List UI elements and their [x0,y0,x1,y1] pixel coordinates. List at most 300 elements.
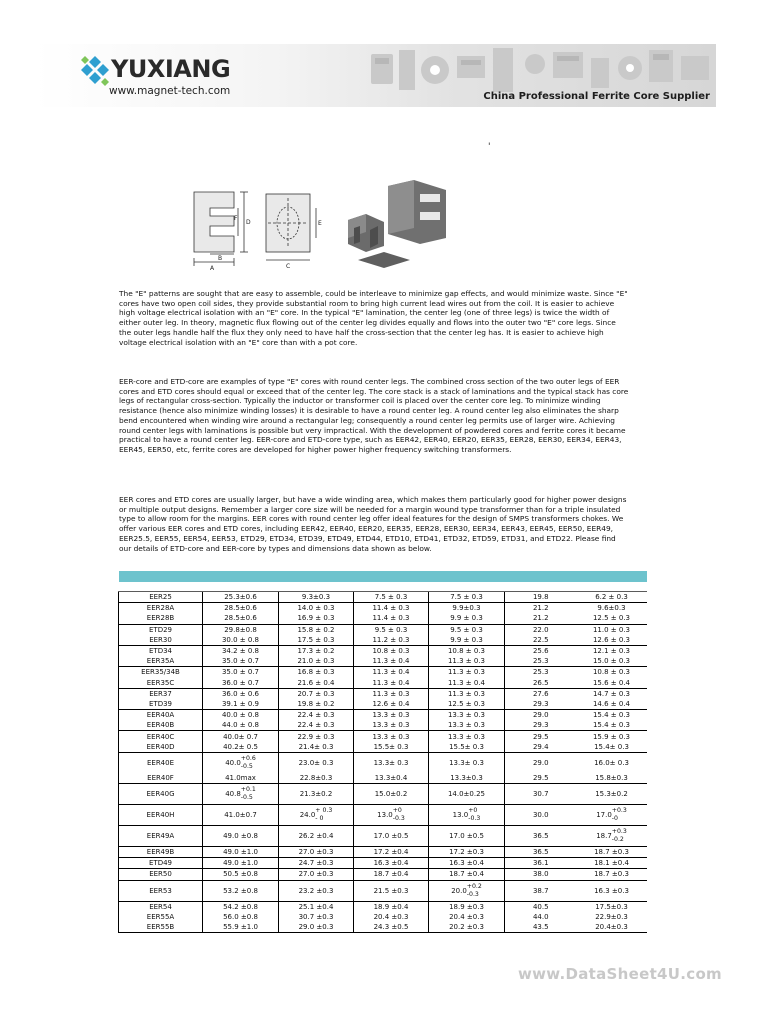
dimension-cell [354,805,429,826]
dimension-cell [279,826,354,847]
cell-value: 30.7 [532,790,549,798]
dim-f-label: F [234,215,238,222]
table-row [119,635,647,646]
dimension-cell [279,699,354,710]
table-row [119,688,647,699]
dimension-cell [505,667,577,678]
cell-value: 20.7 ± 0.3 [297,689,335,698]
cell-value: 29.0 ±0.3 [298,923,334,932]
dimension-cell [505,635,577,646]
cell-value: 17.2 ±0.4 [373,848,409,857]
table-row [119,603,647,614]
table-row [119,624,647,635]
cell-value: EER40F [147,773,174,782]
dimension-cell [203,656,279,667]
dimension-cell [505,645,577,656]
cell-value: EER55A [146,912,175,921]
cell-value: 7.5 ± 0.3 [374,593,408,602]
dimension-cell [279,731,354,742]
cell-value: EER40E [146,758,175,767]
cell-value: 19.8 ± 0.2 [297,699,335,708]
cell-value: 24.0 [299,811,316,819]
cell-value: 21.2 [532,604,549,613]
cell-value: EER40D [146,742,175,751]
cell-value: 15.5± 0.3 [373,742,409,751]
dimension-cell [203,613,279,624]
dimension-cell [203,710,279,721]
dimension-cell [505,912,577,922]
dimension-cell [203,699,279,710]
dimension-cell [279,805,354,826]
dimension-cell [429,592,505,603]
cell-value: 40.0 ± 0.8 [221,711,260,720]
cell-value: 36.0 ± 0.6 [221,689,260,698]
cell-value: 16.3 ±0.4 [373,859,409,868]
cell-value: 25.3±0.6 [224,593,257,602]
cell-value: EER40C [146,732,175,741]
core-type-cell [119,784,203,805]
table-row [119,858,647,869]
cell-value: 21.5 ±0.3 [373,886,409,895]
cell-value: 27.6 [532,689,549,698]
cell-value: 9.9 ± 0.3 [450,635,483,644]
dimension-cell [354,773,429,784]
cell-value: EER40G [146,790,175,798]
cell-value: 11.0 ± 0.3 [592,625,631,634]
dimension-cell [429,752,505,773]
cell-value: 13.3 ± 0.3 [372,721,410,730]
dimension-cell [203,805,279,826]
table-header-band [119,571,647,582]
dimension-cell [429,635,505,646]
cell-value: 15.0±0.2 [374,790,408,798]
cell-value: 13.3± 0.3 [373,758,409,767]
cell-value: 16.3 ±0.3 [594,886,629,895]
table-header-spacer [119,582,647,592]
dimension-cell [429,847,505,858]
dimension-cell [577,912,647,922]
dimension-cell [505,901,577,912]
table-row [119,667,647,678]
dimension-cell [203,826,279,847]
dimension-cell [354,624,429,635]
dimension-cell [577,858,647,869]
dimension-cell [577,752,647,773]
table-row [119,678,647,689]
core-type-cell [119,731,203,742]
table-row [119,742,647,753]
cell-value: 9.9±0.3 [452,604,481,613]
cell-value: 13.3 ± 0.3 [372,732,410,741]
cell-value: 23.2 ±0.3 [298,886,334,895]
dimension-cell [354,592,429,603]
cell-value: 29.5 [532,732,549,741]
core-type-cell [119,922,203,933]
cell-value: 17.5 ± 0.3 [297,635,335,644]
cell-value: EER37 [149,689,172,698]
dimension-cell [577,688,647,699]
dim-b-label: B [218,255,223,262]
dimension-cell [577,773,647,784]
cell-value: 38.7 [532,886,549,895]
table-row [119,912,647,922]
cell-value: 49.0 ±0.8 [223,832,258,840]
cell-value: EER35A [146,657,175,666]
dimension-cell [429,805,505,826]
cell-value: 35.0 ± 0.7 [221,657,260,666]
dimension-cell [429,880,505,901]
cell-value: EER54 [149,902,172,911]
cell-value: EER40H [146,811,175,819]
cell-value: 11.4 ± 0.3 [372,614,410,623]
cell-value: 11.3 ± 0.4 [372,678,410,687]
dimension-cell [429,603,505,614]
dimension-cell [203,784,279,805]
dimension-cell [505,858,577,869]
dimension-cell [354,880,429,901]
dimension-cell [203,592,279,603]
dimension-cell [577,592,647,603]
dimension-cell [354,922,429,933]
dimension-cell [577,826,647,847]
cell-value: 13.3 ± 0.3 [372,711,410,720]
cell-value: 56.0 ±0.8 [223,912,258,921]
dimension-cell [203,869,279,880]
cell-value: 30.7 ±0.3 [298,912,334,921]
dimension-cell [354,699,429,710]
core-type-cell [119,773,203,784]
cell-value: 30.0 [532,811,549,819]
cell-value: 40.0 [225,758,241,767]
dimension-cell [505,773,577,784]
core-type-cell [119,624,203,635]
dimension-cell [279,678,354,689]
tolerance-upper: +0.3 [611,828,627,835]
dimension-cell [505,603,577,614]
cell-value: 20.4 ±0.3 [373,912,409,921]
tolerance-upper: +0 [468,807,478,814]
dimension-cell [505,720,577,731]
cell-value: 25.6 [532,647,549,656]
cell-value: 26.5 [532,678,549,687]
tolerance [393,807,405,823]
tolerance-lower: -0 [611,815,618,822]
dimension-cell [354,613,429,624]
cell-value: 22.4 ± 0.3 [297,721,335,730]
dimension-cell [505,699,577,710]
tolerance [468,807,480,823]
cell-value: 11.3 ± 0.3 [447,657,486,666]
dimension-cell [203,752,279,773]
cell-value: 21.2 [532,614,549,623]
dimension-cell [429,645,505,656]
dimension-cell [505,656,577,667]
tolerance [241,786,256,802]
dimension-cell [577,603,647,614]
cell-value: 36.5 [532,832,549,840]
tolerance-lower: -0.5 [240,794,253,801]
tolerance-lower: -0.5 [240,762,253,770]
cell-value: 17.5±0.3 [595,902,628,911]
cell-value: 54.2 ±0.8 [223,902,258,911]
dimension-cell [354,645,429,656]
cell-value: 21.4± 0.3 [298,742,334,751]
cell-value: 40.5 [532,902,549,911]
cell-value: 9.5 ± 0.3 [374,625,408,634]
cell-value: 15.6 ± 0.4 [592,678,631,687]
cell-value: 9.3±0.3 [301,593,331,602]
cell-value: 35.0 ± 0.7 [221,668,260,677]
tolerance-lower: -0.3 [468,815,481,822]
stray-mark: ' [488,142,491,152]
dimensions-table [118,571,647,933]
dim-c-label: C [286,263,291,270]
dimension-cell [354,912,429,922]
dimension-cell [203,773,279,784]
dimension-cell [577,624,647,635]
cell-value: 25.3 [532,668,549,677]
cell-value: 21.3±0.2 [299,790,333,798]
table-row [119,613,647,624]
dimension-cell [354,678,429,689]
table-row [119,656,647,667]
cell-value: 13.3 ± 0.3 [447,721,486,730]
dimension-cell [279,742,354,753]
tolerance-upper: + 0.3 [315,807,333,814]
dimension-cell [577,805,647,826]
cell-value: 10.8 ± 0.3 [372,647,410,656]
table-row [119,901,647,912]
dimension-cell [354,752,429,773]
cell-value: 22.9±0.3 [595,912,628,921]
cell-value: 12.5 ± 0.3 [592,614,631,623]
cell-value: 15.5± 0.3 [449,742,484,751]
cell-value: 29.8±0.8 [224,625,257,634]
cell-value: 15.4 ± 0.3 [592,711,631,720]
dimension-cell [429,699,505,710]
dimension-cell [577,645,647,656]
dimension-cell [577,720,647,731]
cell-value: 12.6 ± 0.3 [592,635,631,644]
dimension-cell [429,678,505,689]
dimension-cell [577,742,647,753]
dimension-cell [577,699,647,710]
dimension-cell [354,710,429,721]
dimension-cell [279,710,354,721]
core-type-cell [119,710,203,721]
cell-value: 17.2 ±0.3 [449,848,484,857]
cell-value: EER49B [146,848,175,857]
cell-value: 17.0 ±0.5 [373,832,409,840]
dimension-cell [279,645,354,656]
cell-value: 9.5 ± 0.3 [450,625,483,634]
cell-value: 21.6 ± 0.4 [297,678,335,687]
tolerance-lower: -0.3 [466,890,479,898]
cell-value: 36.5 [532,848,549,857]
dimension-cell [279,603,354,614]
dimension-cell [577,613,647,624]
table-row [119,710,647,721]
cell-value: 11.3 ± 0.4 [372,668,410,677]
dimension-cell [354,742,429,753]
tagline: China Professional Ferrite Core Supplier [483,91,710,102]
dimension-cell [279,752,354,773]
cell-value: 29.5 [532,773,549,782]
dimension-cell [354,731,429,742]
dimension-cell [577,784,647,805]
table-row [119,731,647,742]
dimension-cell [203,731,279,742]
cell-value: EER30 [149,635,172,644]
dimension-cell [577,869,647,880]
cell-value: 15.8±0.3 [595,773,628,782]
dimension-cell [429,710,505,721]
cell-value: EER53 [149,886,172,895]
cell-value: 15.4 ± 0.3 [592,721,631,730]
dimension-cell [203,678,279,689]
cell-value: 40.0± 0.7 [223,732,258,741]
cell-value: 27.0 ±0.3 [298,848,334,857]
cell-value: 18.7 ±0.4 [449,870,484,879]
table-row [119,720,647,731]
brand-name: YUXIANG [111,55,231,83]
dimension-cell [505,624,577,635]
cell-value: 19.8 [532,593,549,602]
cell-value: 49.0 ±1.0 [223,848,258,857]
dimension-cell [279,912,354,922]
yuxiang-logo-icon [77,54,113,88]
cell-value: 14.7 ± 0.3 [592,689,631,698]
cell-value: 44.0 [532,912,549,921]
table-row [119,847,647,858]
core-type-cell [119,635,203,646]
dimension-cell [429,720,505,731]
dimension-cell [354,826,429,847]
cell-value: 20.4±0.3 [595,923,628,932]
dimension-cell [505,826,577,847]
cell-value: 17.0 [596,811,612,819]
cell-value: 23.0± 0.3 [298,758,334,767]
cell-value: 29.0 [532,711,549,720]
cell-value: 27.0 ±0.3 [298,870,334,879]
dimension-cell [279,858,354,869]
tolerance-lower: -0.3 [392,815,405,822]
dimension-cell [354,720,429,731]
cell-value: 20.4 ±0.3 [449,912,484,921]
dimension-cell [279,667,354,678]
cell-value: 22.9 ± 0.3 [297,732,335,741]
dimension-cell [429,688,505,699]
dimension-cell [577,667,647,678]
table-row [119,805,647,826]
dimension-cell [354,635,429,646]
website-link[interactable]: www.magnet-tech.com [109,85,231,97]
dimension-cell [577,922,647,933]
core-type-cell [119,912,203,922]
cell-value: 53.2 ±0.8 [223,886,258,895]
cell-value: 21.0 ± 0.3 [297,657,335,666]
dimension-cell [577,901,647,912]
cell-value: EER28B [146,614,175,623]
core-type-cell [119,699,203,710]
dimension-cell [577,847,647,858]
dimension-cell [505,880,577,901]
cell-value: 41.0max [225,773,256,782]
dimension-cell [429,922,505,933]
dimension-cell [505,592,577,603]
table-row [119,592,647,603]
cell-value: ETD39 [149,699,172,708]
cell-value: 9.9 ± 0.3 [450,614,483,623]
core-type-cell [119,688,203,699]
dimension-cell [505,784,577,805]
cell-value: 24.3 ±0.5 [373,923,409,932]
dimension-cell [203,901,279,912]
table-row [119,784,647,805]
dimension-cell [577,635,647,646]
cell-value: 13.3 ± 0.3 [447,711,486,720]
cell-value: 15.3±0.2 [595,790,628,798]
dimension-cell [429,858,505,869]
dimension-cell [429,912,505,922]
cell-value: 10.8 ± 0.3 [592,668,631,677]
cell-value: 11.3 ± 0.4 [447,678,486,687]
dimension-cell [279,880,354,901]
dimension-cell [203,858,279,869]
dimension-cell [429,869,505,880]
core-type-cell [119,667,203,678]
dimension-cell [203,688,279,699]
dimension-cell [354,603,429,614]
cell-value: 9.6±0.3 [597,604,626,613]
cell-value: 50.5 ±0.8 [223,870,258,879]
dimension-cell [279,869,354,880]
cell-value: EER25 [149,593,172,602]
core-type-cell [119,805,203,826]
cell-value: ETD49 [149,859,172,868]
tolerance-lower: - 0 [315,815,324,822]
dimension-cell [577,710,647,721]
cell-value: 28.5±0.6 [224,604,257,613]
cell-value: 11.2 ± 0.3 [372,635,410,644]
tolerance-upper: +0.6 [240,754,256,762]
core-type-cell [119,720,203,731]
cell-value: 18.7 ±0.3 [594,848,629,857]
cell-value: 11.3 ± 0.3 [372,689,410,698]
cell-value: 13.3 ± 0.3 [447,732,486,741]
tolerance-upper: +0.1 [240,786,256,793]
dimension-cell [203,742,279,753]
core-type-cell [119,858,203,869]
dimension-cell [203,880,279,901]
cell-value: 18.7 [596,832,612,840]
watermark-bottom: www.DataSheet4U.com [517,965,722,983]
cell-value: 34.2 ± 0.8 [221,647,260,656]
dimension-cell [577,656,647,667]
core-type-cell [119,847,203,858]
cell-value: 12.1 ± 0.3 [592,647,631,656]
cell-value: 30.0 ± 0.8 [221,635,260,644]
cell-value: 12.6 ± 0.4 [372,699,410,708]
table-row [119,752,647,773]
cell-value: 24.7 ±0.3 [298,859,334,868]
dimension-cell [354,667,429,678]
core-type-cell [119,901,203,912]
cell-value: 26.2 ±0.4 [298,832,334,840]
cell-value: EER40B [146,721,175,730]
cell-value: 22.0 [532,625,549,634]
tolerance-upper: +0.2 [466,882,482,890]
